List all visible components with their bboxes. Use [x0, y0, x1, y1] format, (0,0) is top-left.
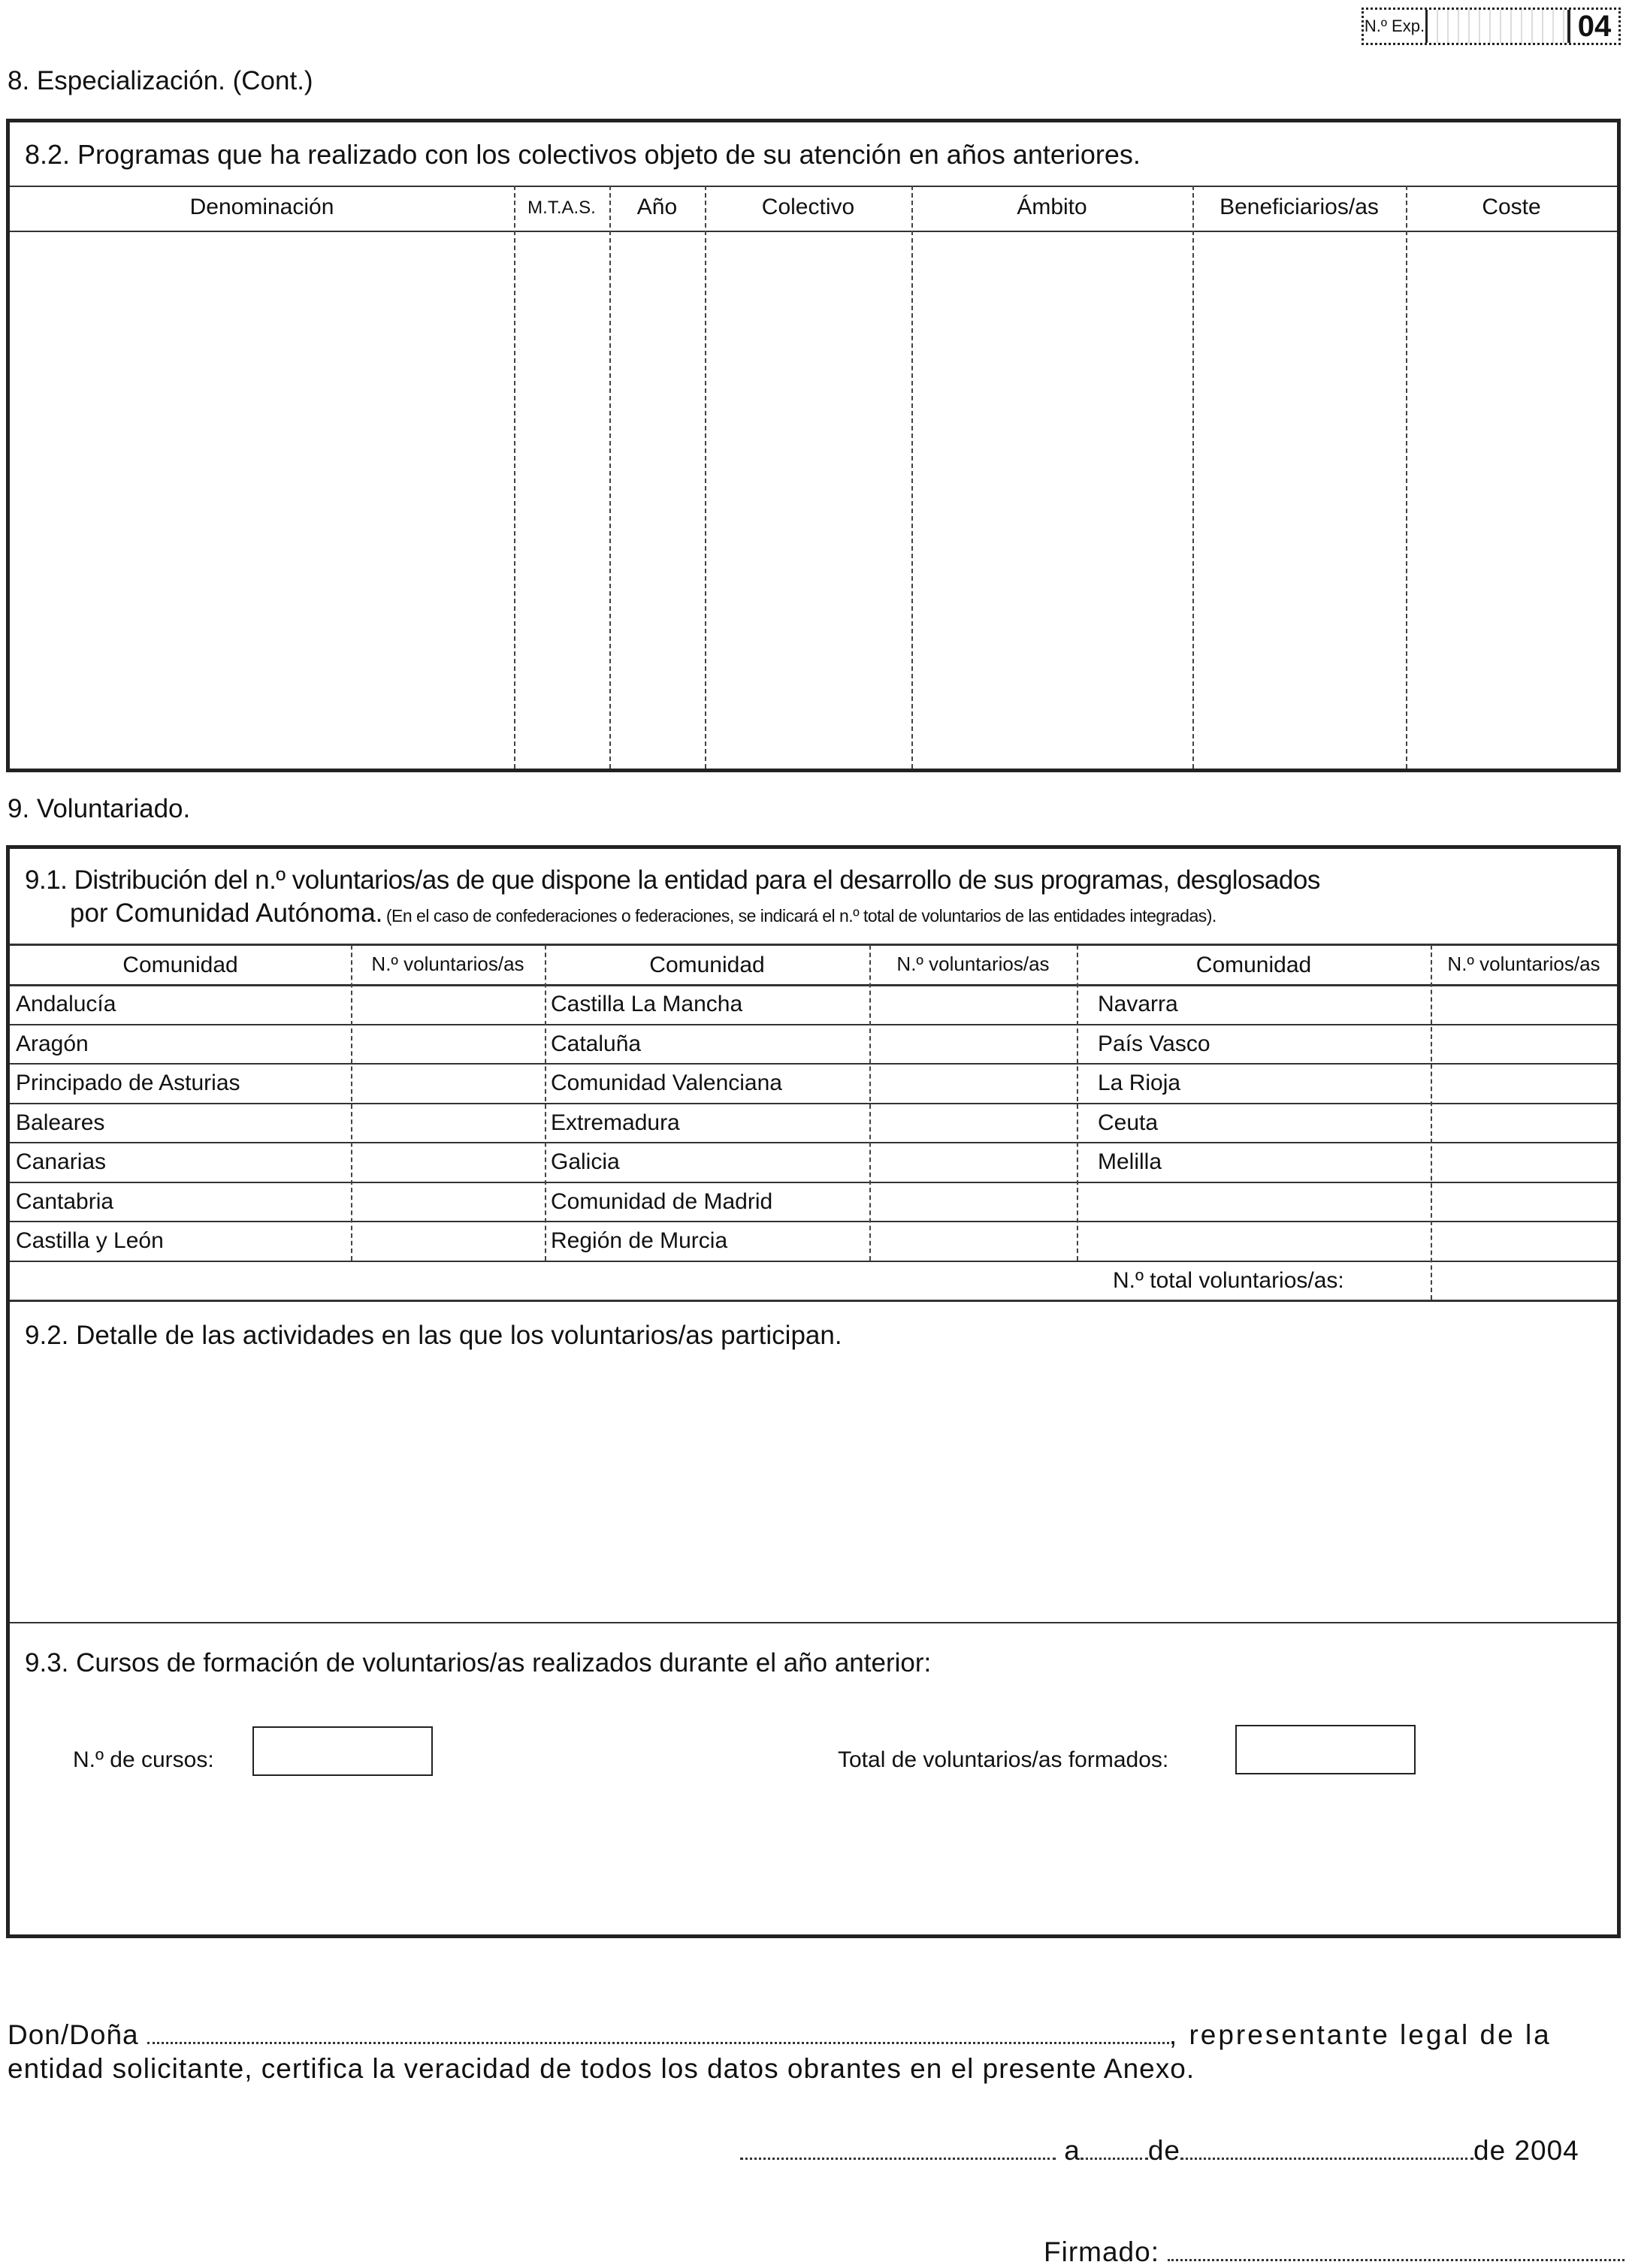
- comunidad-name: Comunidad de Madrid: [551, 1188, 773, 1214]
- column-divider: [705, 186, 706, 769]
- comunidad-name: Ceuta: [1098, 1110, 1159, 1135]
- s91-line2: por Comunidad Autónoma.: [70, 898, 383, 928]
- num-volunteers-field[interactable]: [869, 1103, 1077, 1143]
- row-divider: [10, 1300, 1617, 1302]
- column-divider: [1431, 945, 1432, 1300]
- comunidad-name: Aragón: [16, 1031, 89, 1056]
- num-volunteers-header: N.º voluntarios/as: [1447, 953, 1600, 975]
- num-volunteers-header: N.º voluntarios/as: [896, 953, 1050, 975]
- formados-label: Total de voluntarios/as formados:: [838, 1747, 1169, 1772]
- comunidad-name: Extremadura: [551, 1110, 680, 1135]
- num-volunteers-field[interactable]: [351, 1063, 545, 1103]
- column-header: Coste: [1482, 195, 1541, 219]
- num-volunteers-field[interactable]: [351, 1024, 545, 1064]
- column-divider: [869, 945, 871, 1261]
- num-volunteers-field[interactable]: [351, 1221, 545, 1261]
- num-volunteers-field[interactable]: [1431, 1142, 1617, 1182]
- comunidad-name: Cataluña: [551, 1031, 642, 1056]
- s91-note: (En el caso de confederaciones o federaciones, se indicará el n.º total de voluntarios de las entidades integradas).: [385, 906, 1216, 926]
- comunidad-name: Cantabria: [16, 1188, 114, 1214]
- column-divider: [1406, 186, 1407, 769]
- num-volunteers-field[interactable]: [869, 1063, 1077, 1103]
- column-header: M.T.A.S.: [527, 198, 596, 218]
- declaration-line2: entidad solicitante, certifica la veracidad de todos los datos obrantes en el presente Anexo.: [8, 2053, 1195, 2084]
- rep-label: , representante legal de la: [1168, 2019, 1552, 2050]
- comunidad-header: Comunidad: [649, 953, 765, 977]
- num-volunteers-field[interactable]: [1431, 984, 1617, 1024]
- column-divider: [911, 186, 913, 769]
- comunidad-name: Castilla La Mancha: [551, 992, 743, 1016]
- exp-code: 04: [1577, 9, 1612, 43]
- num-volunteers-header: N.º voluntarios/as: [371, 953, 524, 975]
- programs-table: [6, 119, 1621, 772]
- programs-subtitle: 8.2. Programas que ha realizado con los colectivos objeto de su atención en años anteriores.: [25, 139, 1141, 170]
- num-volunteers-field[interactable]: [351, 1182, 545, 1222]
- place-field[interactable]: [740, 2158, 1056, 2160]
- cursos-input[interactable]: [252, 1726, 433, 1776]
- a-label: a: [1064, 2135, 1080, 2166]
- exp-number-field[interactable]: [1428, 10, 1570, 43]
- total-label: N.º total voluntarios/as:: [1113, 1267, 1344, 1293]
- num-volunteers-field[interactable]: [869, 984, 1077, 1024]
- num-volunteers-field[interactable]: [1431, 1221, 1617, 1261]
- num-volunteers-field[interactable]: [351, 1103, 545, 1143]
- comunidad-name: Galicia: [551, 1149, 620, 1174]
- year-label: de 2004: [1473, 2135, 1579, 2166]
- s92-title: 9.2. Detalle de las actividades en las que los voluntarios/as participan.: [25, 1321, 842, 1350]
- signature-field[interactable]: [1168, 2259, 1626, 2261]
- volunteers-box: [6, 845, 1621, 1938]
- row-divider: [10, 1182, 1617, 1183]
- comunidad-name: Andalucía: [16, 992, 116, 1016]
- de-label: de: [1147, 2135, 1181, 2166]
- comunidad-name: Principado de Asturias: [16, 1071, 240, 1095]
- column-header: Denominación: [189, 195, 334, 219]
- comunidad-name: Región de Murcia: [551, 1228, 728, 1253]
- column-divider: [545, 945, 546, 1261]
- s93-title: 9.3. Cursos de formación de voluntarios/as realizados durante el año anterior:: [25, 1648, 932, 1678]
- column-divider: [609, 186, 611, 769]
- don-label: Don/Doña: [8, 2019, 139, 2050]
- total-volunteers-field[interactable]: [1431, 1261, 1617, 1300]
- comunidad-name: País Vasco: [1098, 1031, 1210, 1056]
- comunidad-header: Comunidad: [1195, 953, 1312, 977]
- declaration-line1: [8, 2019, 1623, 2051]
- num-volunteers-field[interactable]: [869, 1142, 1077, 1182]
- num-volunteers-field[interactable]: [1431, 1063, 1617, 1103]
- comunidad-name: Castilla y León: [16, 1228, 164, 1253]
- comunidad-name: Canarias: [16, 1149, 107, 1174]
- row-divider: [10, 1221, 1617, 1222]
- column-divider: [1192, 186, 1194, 769]
- row-divider: [10, 1024, 1617, 1025]
- comunidad-name: Comunidad Valenciana: [551, 1071, 782, 1095]
- comunidad-name: Melilla: [1098, 1149, 1162, 1174]
- column-header: Beneficiarios/as: [1220, 195, 1379, 219]
- column-divider: [351, 945, 352, 1261]
- name-field[interactable]: [147, 2042, 1169, 2044]
- num-volunteers-field[interactable]: [351, 984, 545, 1024]
- column-divider: [1077, 945, 1078, 1261]
- section-8-title: 8. Especialización. (Cont.): [8, 66, 313, 95]
- column-divider: [514, 186, 515, 769]
- column-header: Ámbito: [1017, 195, 1087, 219]
- comunidad-name: La Rioja: [1098, 1071, 1181, 1095]
- row-divider: [10, 984, 1617, 986]
- signature-line: [1044, 2236, 1626, 2268]
- num-volunteers-field[interactable]: [1431, 1182, 1617, 1222]
- num-volunteers-field[interactable]: [351, 1142, 545, 1182]
- row-divider: [10, 1261, 1617, 1262]
- row-divider: [10, 1103, 1617, 1104]
- row-divider: [10, 1063, 1617, 1065]
- expedient-number-box: [1362, 8, 1621, 45]
- comunidad-name: Navarra: [1098, 992, 1178, 1016]
- num-volunteers-field[interactable]: [869, 1024, 1077, 1064]
- comunidad-header: Comunidad: [122, 953, 238, 977]
- column-header: Año: [636, 195, 678, 219]
- num-volunteers-field[interactable]: [869, 1182, 1077, 1222]
- month-field[interactable]: [1180, 2158, 1473, 2160]
- num-volunteers-field[interactable]: [1431, 1024, 1617, 1064]
- num-volunteers-field[interactable]: [1431, 1103, 1617, 1143]
- date-line: [740, 2135, 1579, 2167]
- comunidad-name: Baleares: [16, 1110, 105, 1135]
- cursos-label: N.º de cursos:: [73, 1747, 214, 1772]
- num-volunteers-field[interactable]: [869, 1221, 1077, 1261]
- formados-input[interactable]: [1235, 1725, 1416, 1774]
- day-field[interactable]: [1080, 2158, 1148, 2160]
- section-9-title: 9. Voluntariado.: [8, 794, 191, 823]
- row-divider: [10, 1142, 1617, 1143]
- exp-label: N.º Exp.: [1364, 10, 1428, 43]
- firmado-label: Firmado:: [1044, 2236, 1159, 2267]
- s91-line1: 9.1. Distribución del n.º voluntarios/as de que dispone la entidad para el desarrollo de sus programas, desglosados: [25, 865, 1320, 895]
- column-header: Colectivo: [761, 195, 855, 219]
